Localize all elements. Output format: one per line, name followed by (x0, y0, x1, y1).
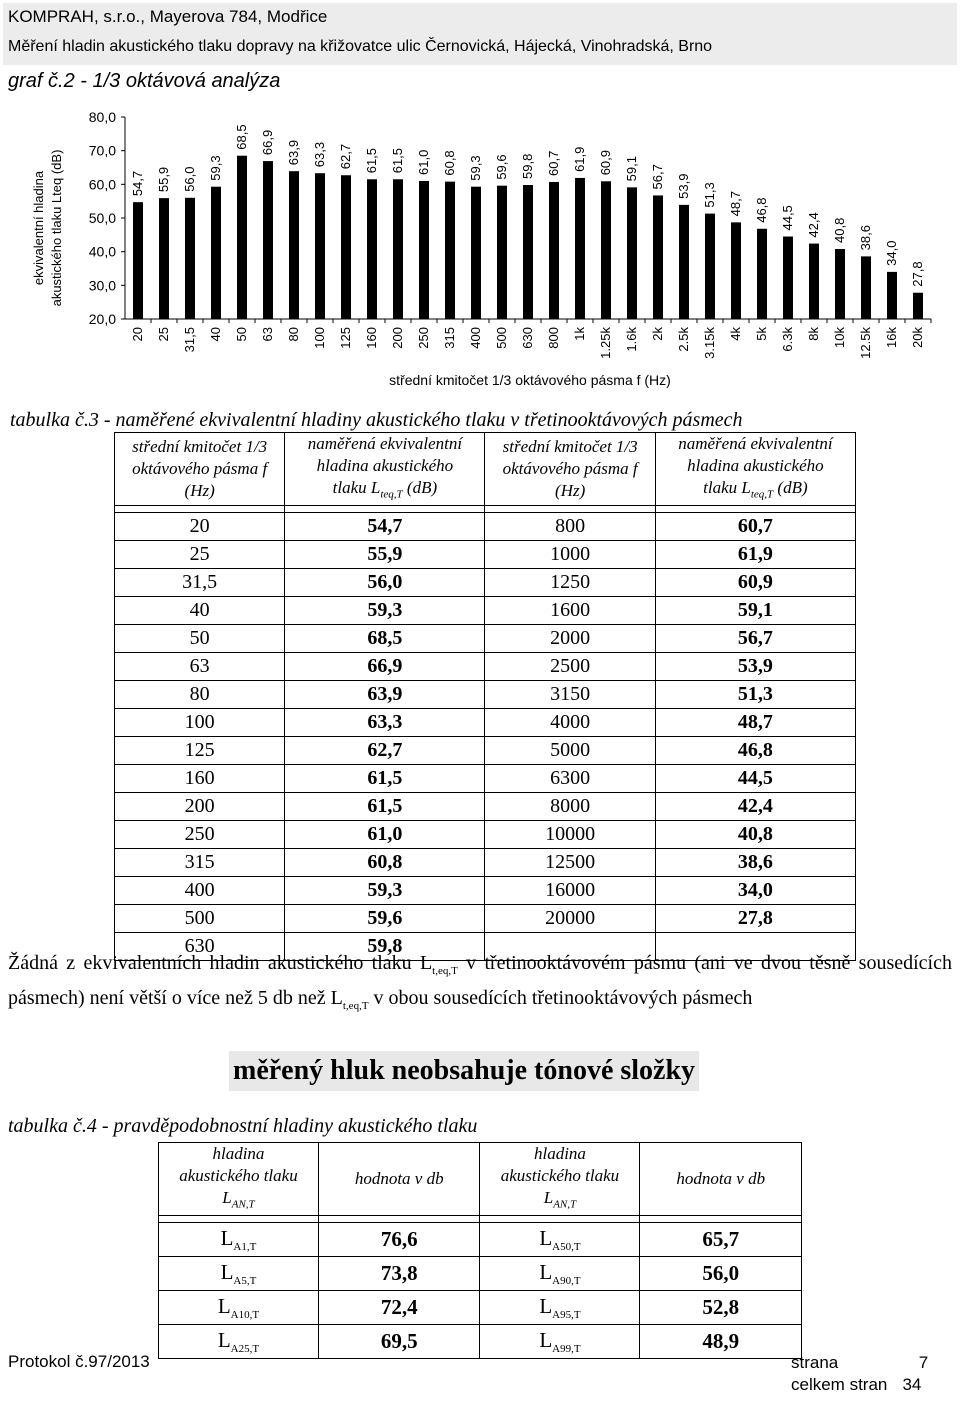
x-tick-label: 630 (520, 327, 535, 349)
chart-bar (809, 244, 819, 319)
t3-hfr-l1: střední kmitočet 1/3 (502, 437, 638, 457)
t4-header-name-left (159, 1143, 319, 1216)
t4-sub: A10,T (230, 1309, 260, 1322)
t3-freq: 5000 (485, 737, 655, 765)
table-row (115, 849, 856, 877)
page-label: strana (791, 1353, 839, 1372)
data-label: 61,0 (416, 149, 431, 175)
chart-bar (185, 198, 195, 319)
t4-l: L (220, 1260, 234, 1285)
data-label: 46,8 (754, 197, 769, 223)
t4-l: L (539, 1328, 553, 1353)
t4-hnr-sub: AN,T (553, 1198, 577, 1211)
y-tick-label: 30,0 (88, 277, 116, 294)
t4-level-name (159, 1325, 319, 1359)
bar-chart (12, 100, 948, 400)
t3-hll-l3b: (dB) (402, 478, 438, 497)
table4-caption: tabulka č.4 - pravděpodobnostní hladiny akustického tlaku (8, 1115, 478, 1137)
chart-bar (263, 161, 273, 319)
t4-header-value-right: hodnota v db (640, 1143, 802, 1216)
protocol-number: Protokol č.97/2013 (8, 1352, 150, 1371)
t3-freq: 6300 (485, 765, 655, 793)
t4-hnl-l3a: L (222, 1188, 232, 1207)
chart-bar (653, 195, 663, 319)
t3-hfl-l3: (Hz) (184, 481, 215, 501)
t4-value: 56,0 (640, 1257, 802, 1291)
chart-bar (315, 173, 325, 319)
x-tick-label: 160 (364, 327, 379, 349)
chart-bar (757, 229, 767, 319)
t3-level: 60,7 (655, 513, 855, 541)
t3-level: 48,7 (655, 709, 855, 737)
page-number: 7 (918, 1353, 929, 1372)
y-tick-label: 20,0 (88, 311, 116, 327)
para-sub-1: t,eq,T (432, 965, 458, 977)
data-label: 60,7 (546, 150, 561, 176)
t3-hfl-l1: střední kmitočet 1/3 (132, 437, 268, 457)
table-row (115, 569, 856, 597)
t3-level: 56,0 (285, 569, 485, 597)
chart-bar (211, 187, 221, 319)
t4-value: 72,4 (318, 1291, 480, 1325)
t4-gap-row (159, 1216, 802, 1223)
t3-level: 53,9 (655, 653, 855, 681)
data-label: 61,5 (390, 147, 405, 174)
t3-freq: 2500 (485, 653, 655, 681)
x-tick-label: 20 (130, 327, 145, 342)
t4-level-name (159, 1291, 319, 1325)
t4-sub: A1,T (233, 1241, 257, 1254)
t4-sub: A95,T (552, 1309, 581, 1322)
chart-bar (783, 237, 793, 319)
t3-freq: 25 (115, 541, 285, 569)
subject-header: Měření hladin akustického tlaku dopravy na křižovatce ulic Černovická, Hájecká, Vinohradská, Brno (8, 38, 713, 55)
table-row (159, 1291, 802, 1325)
data-label: 63,3 (312, 141, 327, 168)
t3-hlr-l3a: tlaku L (703, 478, 751, 497)
t3-freq: 2000 (485, 625, 655, 653)
t4-value: 73,8 (318, 1257, 480, 1291)
t4-hnl-l1: hladina (212, 1144, 265, 1163)
t3-freq: 40 (115, 597, 285, 625)
t3-hlr-sub: teq,T (750, 488, 774, 501)
page-info (791, 1352, 928, 1396)
t4-hnr-l1: hladina (533, 1144, 586, 1163)
x-tick-label: 10k (832, 327, 847, 348)
x-tick-label: 400 (468, 327, 483, 349)
t3-freq: 250 (115, 821, 285, 849)
data-label: 59,1 (624, 156, 639, 182)
t3-level: 62,7 (285, 737, 485, 765)
x-axis-label: střední kmitočet 1/3 oktávového pásma f (Hz) (389, 372, 671, 388)
t3-header-freq-left (115, 433, 285, 506)
chart-bar (497, 186, 507, 319)
chart-bar (419, 181, 429, 319)
t3-freq: 1250 (485, 569, 655, 597)
chart-bar (913, 293, 923, 319)
table-row (115, 905, 856, 933)
t3-level: 55,9 (285, 541, 485, 569)
t3-freq: 20000 (485, 905, 655, 933)
t3-level: 68,5 (285, 625, 485, 653)
t4-l: L (217, 1294, 231, 1319)
table3-caption: tabulka č.3 - naměřené ekvivalentní hladiny akustického tlaku v třetinooktávových pásmech (10, 409, 743, 431)
t3-freq: 3150 (485, 681, 655, 709)
t3-freq: 50 (115, 625, 285, 653)
t3-level: 63,9 (285, 681, 485, 709)
t3-freq: 100 (115, 709, 285, 737)
t3-freq: 12500 (485, 849, 655, 877)
data-label: 60,9 (598, 149, 613, 176)
t4-sub: A5,T (233, 1275, 257, 1288)
data-label: 27,8 (910, 261, 925, 287)
y-tick-label: 50,0 (88, 210, 116, 226)
table-row (115, 541, 856, 569)
chart-bar (523, 185, 533, 319)
data-label: 59,3 (208, 155, 223, 181)
x-tick-label: 20k (910, 327, 925, 348)
t4-sub: A99,T (552, 1343, 581, 1356)
x-tick-label: 12.5k (858, 327, 873, 359)
chart-bar (133, 202, 143, 319)
t4-level-name (159, 1257, 319, 1291)
t4-hnr-l2: akustického tlaku (500, 1166, 620, 1185)
x-tick-label: 800 (546, 327, 561, 349)
x-tick-label: 200 (390, 327, 405, 349)
table-row (115, 793, 856, 821)
t3-hlr-l1: naměřená ekvivalentní (678, 434, 833, 453)
chart-bar (679, 205, 689, 319)
data-label: 62,7 (338, 143, 353, 170)
x-tick-label: 80 (286, 327, 301, 342)
x-tick-label: 3.15k (702, 327, 717, 359)
t3-freq: 800 (485, 513, 655, 541)
data-label: 38,6 (858, 225, 873, 251)
x-tick-label: 5k (754, 327, 769, 341)
x-tick-label: 8k (806, 327, 821, 341)
t3-level: 59,3 (285, 597, 485, 625)
t3-level: 66,9 (285, 653, 485, 681)
t3-freq: 63 (115, 653, 285, 681)
x-tick-label: 2.5k (676, 327, 691, 352)
data-label: 59,3 (468, 155, 483, 181)
t3-level: 38,6 (655, 849, 855, 877)
chart-bar (289, 171, 299, 319)
t3-hfr-l3: (Hz) (555, 481, 586, 501)
x-tick-label: 4k (728, 327, 743, 341)
total-pages-number: 34 (902, 1375, 922, 1394)
data-label: 56,0 (182, 166, 197, 192)
total-pages-label: celkem stran (791, 1375, 888, 1394)
t3-level: 51,3 (655, 681, 855, 709)
t3-level: 61,5 (285, 765, 485, 793)
x-tick-label: 1.25k (598, 327, 613, 359)
t3-level: 42,4 (655, 793, 855, 821)
t4-hnl-l2: akustického tlaku (179, 1166, 298, 1185)
t4-l: L (217, 1328, 231, 1353)
data-label: 59,8 (520, 153, 535, 180)
t3-freq: 20 (115, 513, 285, 541)
t3-level: 60,9 (655, 569, 855, 597)
t4-value: 52,8 (640, 1291, 802, 1325)
t4-level-name (480, 1223, 640, 1257)
t3-freq: 80 (115, 681, 285, 709)
chart-bar (237, 156, 247, 319)
data-label: 42,4 (806, 212, 821, 238)
x-tick-label: 50 (234, 327, 249, 342)
t3-freq: 10000 (485, 821, 655, 849)
data-label: 56,7 (650, 164, 665, 190)
t4-l: L (539, 1226, 553, 1251)
para-sub-2: t,eq,T (342, 1000, 369, 1012)
data-label: 51,3 (702, 182, 717, 208)
t3-level: 54,7 (285, 513, 485, 541)
x-tick-label: 100 (312, 327, 327, 349)
table-row (115, 821, 856, 849)
chart-bar (575, 178, 585, 319)
data-label: 34,0 (884, 240, 899, 266)
para-part-3: v obou sousedících třetinooktávových pásmech (368, 987, 753, 1009)
table-row (115, 653, 856, 681)
data-label: 68,5 (234, 124, 249, 150)
t4-header-name-right (480, 1143, 640, 1216)
t4-level-name (159, 1223, 319, 1257)
chart-bar (341, 175, 351, 319)
t3-level: 27,8 (655, 905, 855, 933)
t4-level-name (480, 1257, 640, 1291)
chart-bar (601, 181, 611, 319)
data-label: 59,6 (494, 154, 509, 180)
table4 (158, 1142, 802, 1359)
data-label: 61,9 (572, 146, 587, 172)
data-label: 44,5 (780, 205, 795, 231)
t4-level-name (480, 1291, 640, 1325)
table-row (115, 681, 856, 709)
x-tick-label: 315 (442, 327, 457, 349)
chart-bar (393, 179, 403, 319)
t3-freq: 160 (115, 765, 285, 793)
t4-sub: A25,T (230, 1343, 260, 1356)
t4-value: 69,5 (318, 1325, 480, 1359)
tonal-component-paragraph (8, 950, 952, 1020)
t3-hll-sub: teq,T (380, 488, 403, 501)
y-tick-label: 40,0 (88, 243, 116, 260)
t3-freq: 500 (115, 905, 285, 933)
x-tick-label: 40 (208, 327, 223, 342)
chart-bar (367, 179, 377, 319)
table-row (159, 1325, 802, 1359)
data-label: 48,7 (728, 191, 743, 217)
para-part-2: v třetinooktávovém pásmu (ani ve dvou těsně sousedících pásmech) není větší o více než 5 db než L (8, 952, 952, 1009)
table-row (159, 1257, 802, 1291)
t3-header-level-left (285, 433, 485, 506)
t3-freq: 1600 (485, 597, 655, 625)
t3-level: 61,9 (655, 541, 855, 569)
y-tick-label: 70,0 (88, 142, 116, 159)
para-part-1: Žádná z ekvivalentních hladin akustického tlaku L (8, 952, 433, 974)
t3-level: 63,3 (285, 709, 485, 737)
chart-bar (549, 182, 559, 319)
t4-header-value-left: hodnota v db (318, 1143, 480, 1216)
t3-hfl-l2: oktávového pásma f (132, 459, 268, 479)
t3-header-level-right (655, 433, 855, 506)
data-label: 40,8 (832, 217, 847, 243)
t3-hfr-l2: oktávového pásma f (502, 459, 638, 479)
t3-level: 44,5 (655, 765, 855, 793)
data-label: 53,9 (676, 173, 691, 199)
chart-bar (835, 249, 845, 319)
t3-level: 60,8 (285, 849, 485, 877)
t4-level-name (480, 1325, 640, 1359)
t3-hlr-l3b: (dB) (773, 478, 808, 497)
t3-freq: 8000 (485, 793, 655, 821)
data-label: 66,9 (260, 129, 275, 156)
y-tick-label: 80,0 (88, 109, 116, 125)
table-row (115, 765, 856, 793)
table3-header-row (115, 433, 856, 506)
chart-bar (159, 198, 169, 319)
t4-l: L (539, 1260, 553, 1285)
table-row (115, 597, 856, 625)
t4-value: 48,9 (640, 1325, 802, 1359)
t4-l: L (220, 1226, 234, 1251)
chart-bar (731, 222, 741, 319)
t4-sub: A50,T (552, 1241, 581, 1254)
table-row (159, 1223, 802, 1257)
chart-bar (471, 187, 481, 319)
table4-header-row (159, 1143, 802, 1216)
t3-level: 61,5 (285, 793, 485, 821)
table-row (115, 625, 856, 653)
t3-level: 34,0 (655, 877, 855, 905)
t3-freq: 31,5 (115, 569, 285, 597)
t3-freq: 315 (115, 849, 285, 877)
t3-level: 46,8 (655, 737, 855, 765)
t3-level: 59,1 (655, 597, 855, 625)
t3-hll-l1: naměřená ekvivalentní (307, 434, 463, 453)
chart-bar (627, 187, 637, 319)
table-row (115, 513, 856, 541)
t3-hlr-l2: hladina akustického (687, 456, 824, 475)
table-row (115, 709, 856, 737)
x-tick-label: 500 (494, 327, 509, 349)
y-axis-label-line1: ekvivalentní hladina (31, 170, 46, 286)
x-tick-label: 250 (416, 327, 431, 349)
chart-bar (887, 272, 897, 319)
t4-l: L (539, 1294, 553, 1319)
t4-sub: A90,T (552, 1275, 581, 1288)
x-tick-label: 125 (338, 327, 353, 349)
company-header: KOMPRAH, s.r.o., Mayerova 784, Modřice (8, 7, 328, 26)
y-tick-label: 60,0 (88, 176, 116, 193)
t4-hnl-sub: AN,T (231, 1198, 255, 1211)
t4-hnr-l3a: L (543, 1188, 554, 1207)
chart-bar (445, 182, 455, 319)
t3-level: 61,0 (285, 821, 485, 849)
chart-bar (861, 256, 871, 319)
t3-freq: 4000 (485, 709, 655, 737)
x-tick-label: 6.3k (780, 327, 795, 352)
x-tick-label: 1.6k (624, 327, 639, 352)
t4-value: 76,6 (318, 1223, 480, 1257)
t3-freq: 1000 (485, 541, 655, 569)
t3-level: 59,8 (285, 933, 485, 961)
data-label: 54,7 (130, 170, 145, 197)
x-tick-label: 63 (260, 327, 275, 342)
t3-freq: 400 (115, 877, 285, 905)
y-axis-label-line2: akustického tlaku Lteq (dB) (49, 149, 64, 307)
t3-level: 59,6 (285, 905, 485, 933)
t3-freq: 200 (115, 793, 285, 821)
t3-header-freq-right (485, 433, 655, 506)
t3-level: 40,8 (655, 821, 855, 849)
data-label: 60,8 (442, 150, 457, 176)
table-row (115, 737, 856, 765)
data-label: 55,9 (156, 166, 171, 193)
data-label: 61,5 (364, 147, 379, 174)
chart-title: graf č.2 - 1/3 oktávová analýza (8, 70, 281, 92)
x-tick-label: 16k (884, 327, 899, 348)
x-tick-label: 31,5 (182, 327, 197, 353)
data-label: 63,9 (286, 139, 301, 166)
t3-hll-l2: hladina akustického (316, 456, 454, 475)
t3-freq: 125 (115, 737, 285, 765)
x-tick-label: 25 (156, 327, 171, 342)
table-row (115, 877, 856, 905)
t3-freq: 16000 (485, 877, 655, 905)
t4-value: 65,7 (640, 1223, 802, 1257)
t3-hll-l3a: tlaku L (332, 478, 381, 497)
t3-freq: 630 (115, 933, 285, 961)
t3-gap-row (115, 506, 856, 513)
t3-level: 56,7 (655, 625, 855, 653)
conclusion-banner: měřený hluk neobsahuje tónové složky (229, 1051, 699, 1091)
x-tick-label: 2k (650, 327, 665, 341)
chart-bar (705, 214, 715, 319)
t3-level: 59,3 (285, 877, 485, 905)
x-tick-label: 1k (572, 327, 587, 341)
table3 (114, 432, 856, 961)
